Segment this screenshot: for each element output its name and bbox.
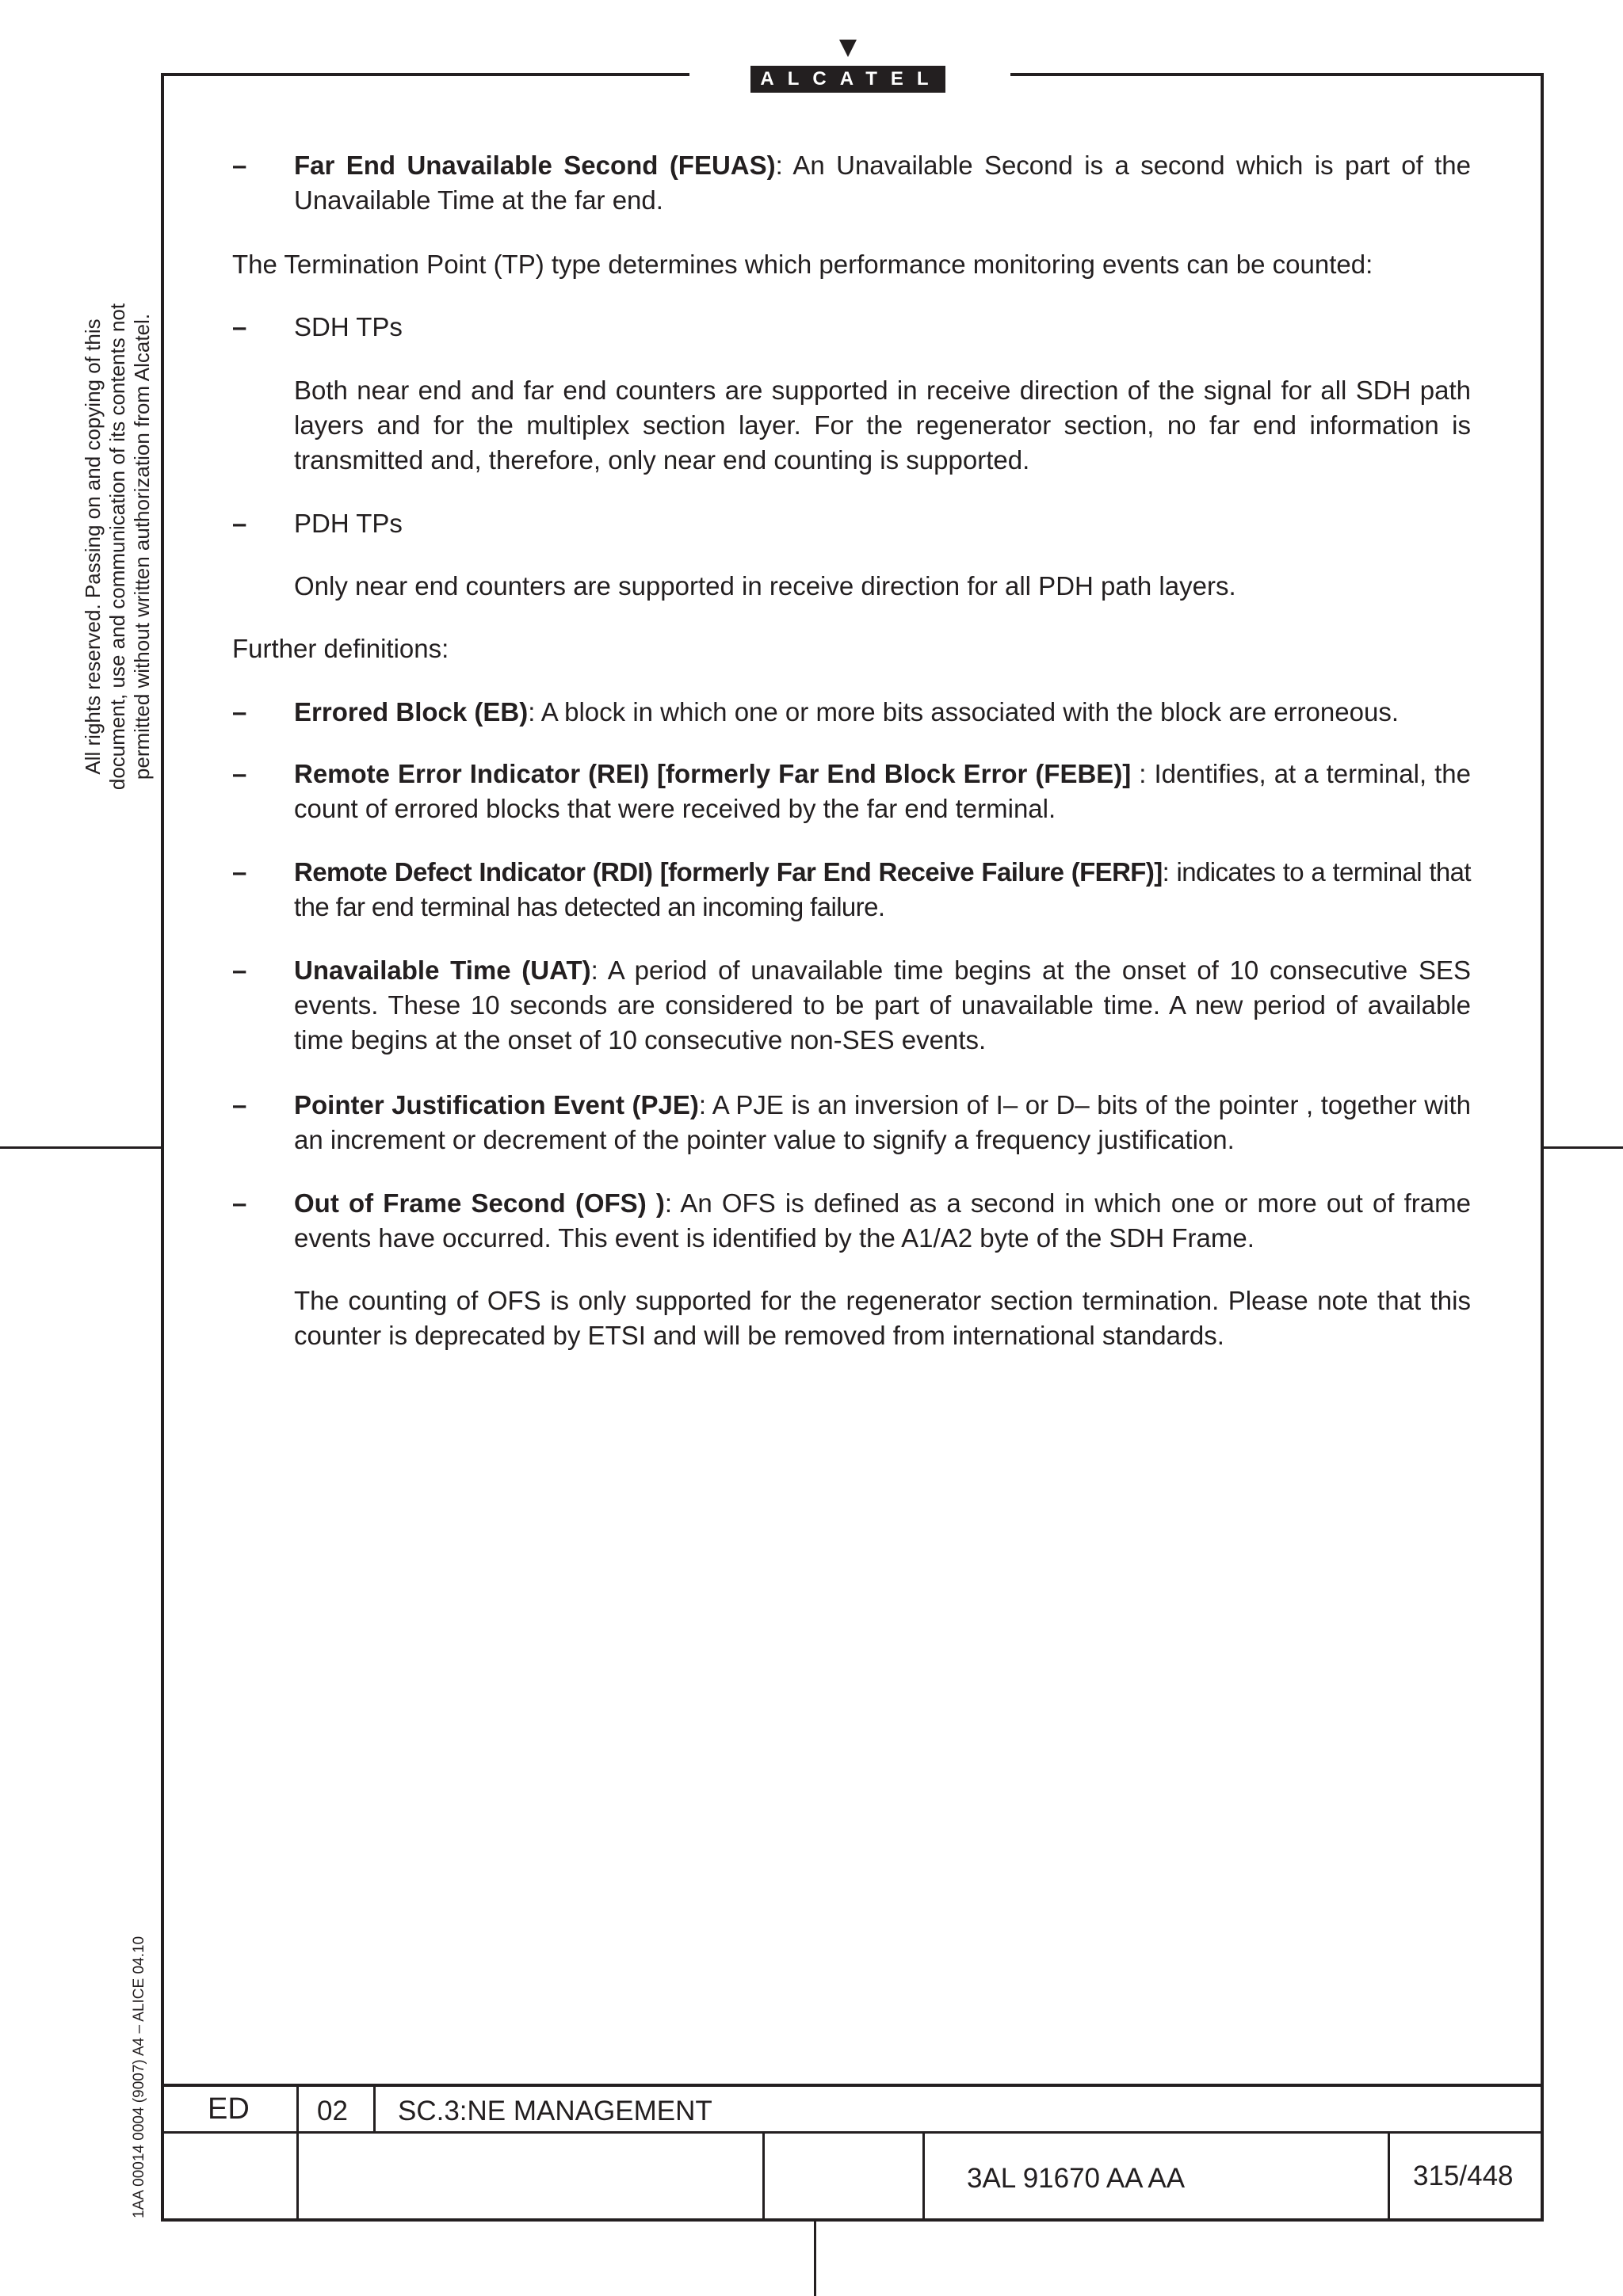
bullet-dash: – xyxy=(232,1188,247,1218)
footer-col-divider xyxy=(1388,2131,1390,2220)
bullet-dash: – xyxy=(232,509,247,538)
definition-text: : An OFS is defined as a second in which one or more out of frame events have occurred. This event is identified by the A1/A2 byte of the SDH Frame. xyxy=(294,1188,1471,1253)
edition-number: 02 xyxy=(317,2096,348,2126)
fold-mark-bottom xyxy=(814,2220,816,2296)
footer-col-divider xyxy=(762,2131,765,2220)
sdh-title: SDH TPs xyxy=(294,312,403,341)
definition-text: : Identifies, at a terminal, the count of errored blocks that were received by the far end terminal. xyxy=(294,759,1471,823)
section-title: SC.3:NE MANAGEMENT xyxy=(398,2096,712,2126)
footer-rule-bottom xyxy=(161,2218,1544,2222)
definition-uat xyxy=(294,953,1471,1058)
definition-eb xyxy=(294,695,1471,730)
term: Pointer Justification Event (PJE) xyxy=(294,1090,699,1119)
term: Errored Block (EB) xyxy=(294,697,529,727)
logo-text: ALCATEL xyxy=(750,66,945,93)
term: Remote Error Indicator (REI) [formerly Far End Block Error (FEBE)] xyxy=(294,759,1132,788)
logo-arrow-icon xyxy=(839,40,857,57)
frame-top-left xyxy=(161,73,689,76)
sdh-text: Both near end and far end counters are supported in receive direction of the signal for all SDH path layers and for the multiplex section layer. For the regenerator section, no far end information is transmitted and, therefore, only near end counting is supported. xyxy=(294,376,1471,475)
footer-rule-middle xyxy=(161,2131,1544,2134)
fold-mark-left xyxy=(0,1146,161,1149)
fold-mark-right xyxy=(1544,1146,1623,1149)
pdh-text: Only near end counters are supported in receive direction for all PDH path layers. xyxy=(294,571,1236,601)
copyright-notice: All rights reserved. Passing on and copying of this document, use and communication of its contents not permitted without written authorization from Alcatel. xyxy=(81,303,154,791)
term: Far End Unavailable Second (FEUAS) xyxy=(294,151,776,180)
definition-text: : A block in which one or more bits associated with the block are erroneous. xyxy=(528,697,1399,727)
footer-col-divider xyxy=(922,2131,925,2220)
bullet-dash: – xyxy=(232,759,247,788)
definition-ofs xyxy=(294,1186,1471,1256)
definition-pje xyxy=(294,1088,1471,1158)
bullet-dash: – xyxy=(232,857,247,887)
bullet-dash: – xyxy=(232,955,247,985)
frame-top-right xyxy=(1010,73,1544,76)
definition-text: : indicates to a terminal that the far end terminal has detected an incoming failure. xyxy=(294,857,1471,921)
footer-col-divider xyxy=(373,2084,376,2133)
definition-text: : An Unavailable Second is a second which is part of the Unavailable Time at the far end. xyxy=(294,151,1471,215)
definition-feuas xyxy=(294,148,1471,218)
definition-rei xyxy=(294,757,1471,826)
footer-rule-top xyxy=(161,2084,1544,2087)
page-number: 315/448 xyxy=(1413,2161,1514,2191)
pdh-title: PDH TPs xyxy=(294,509,403,538)
ofs-note: The counting of OFS is only supported for the regenerator section termination. Please note that this counter is deprecated by ETSI and will be removed from international standards. xyxy=(294,1286,1471,1350)
edition-label: ED xyxy=(208,2092,250,2126)
term: Remote Defect Indicator (RDI) [formerly Far End Receive Failure (FERF)] xyxy=(294,857,1163,887)
bullet-dash: – xyxy=(232,151,247,180)
further-definitions: Further definitions: xyxy=(232,634,449,663)
document-number: 3AL 91670 AA AA xyxy=(967,2163,1186,2194)
term: Unavailable Time (UAT) xyxy=(294,955,591,985)
bullet-dash: – xyxy=(232,697,247,727)
alcatel-logo xyxy=(750,40,945,95)
frame-left xyxy=(161,73,164,2220)
definition-text: : A period of unavailable time begins at the onset of 10 consecutive SES events. These 10 seconds are considered to be part of unavailable time. A new period of available time begins at the onset of 10 consecutive non-SES events. xyxy=(294,955,1471,1055)
term: Out of Frame Second (OFS) ) xyxy=(294,1188,665,1218)
definition-text: : A PJE is an inversion of I– or D– bits of the pointer , together with an increment or decrement of the pointer value to signify a frequency justification. xyxy=(294,1090,1471,1154)
definition-rdi xyxy=(294,855,1471,925)
form-code: 1AA 00014 0004 (9007) A4 – ALICE 04.10 xyxy=(131,1936,147,2218)
bullet-dash: – xyxy=(232,312,247,341)
bullet-dash: – xyxy=(232,1090,247,1119)
tp-intro: The Termination Point (TP) type determines which performance monitoring events can be counted: xyxy=(232,250,1373,279)
footer-col-divider xyxy=(296,2084,299,2220)
